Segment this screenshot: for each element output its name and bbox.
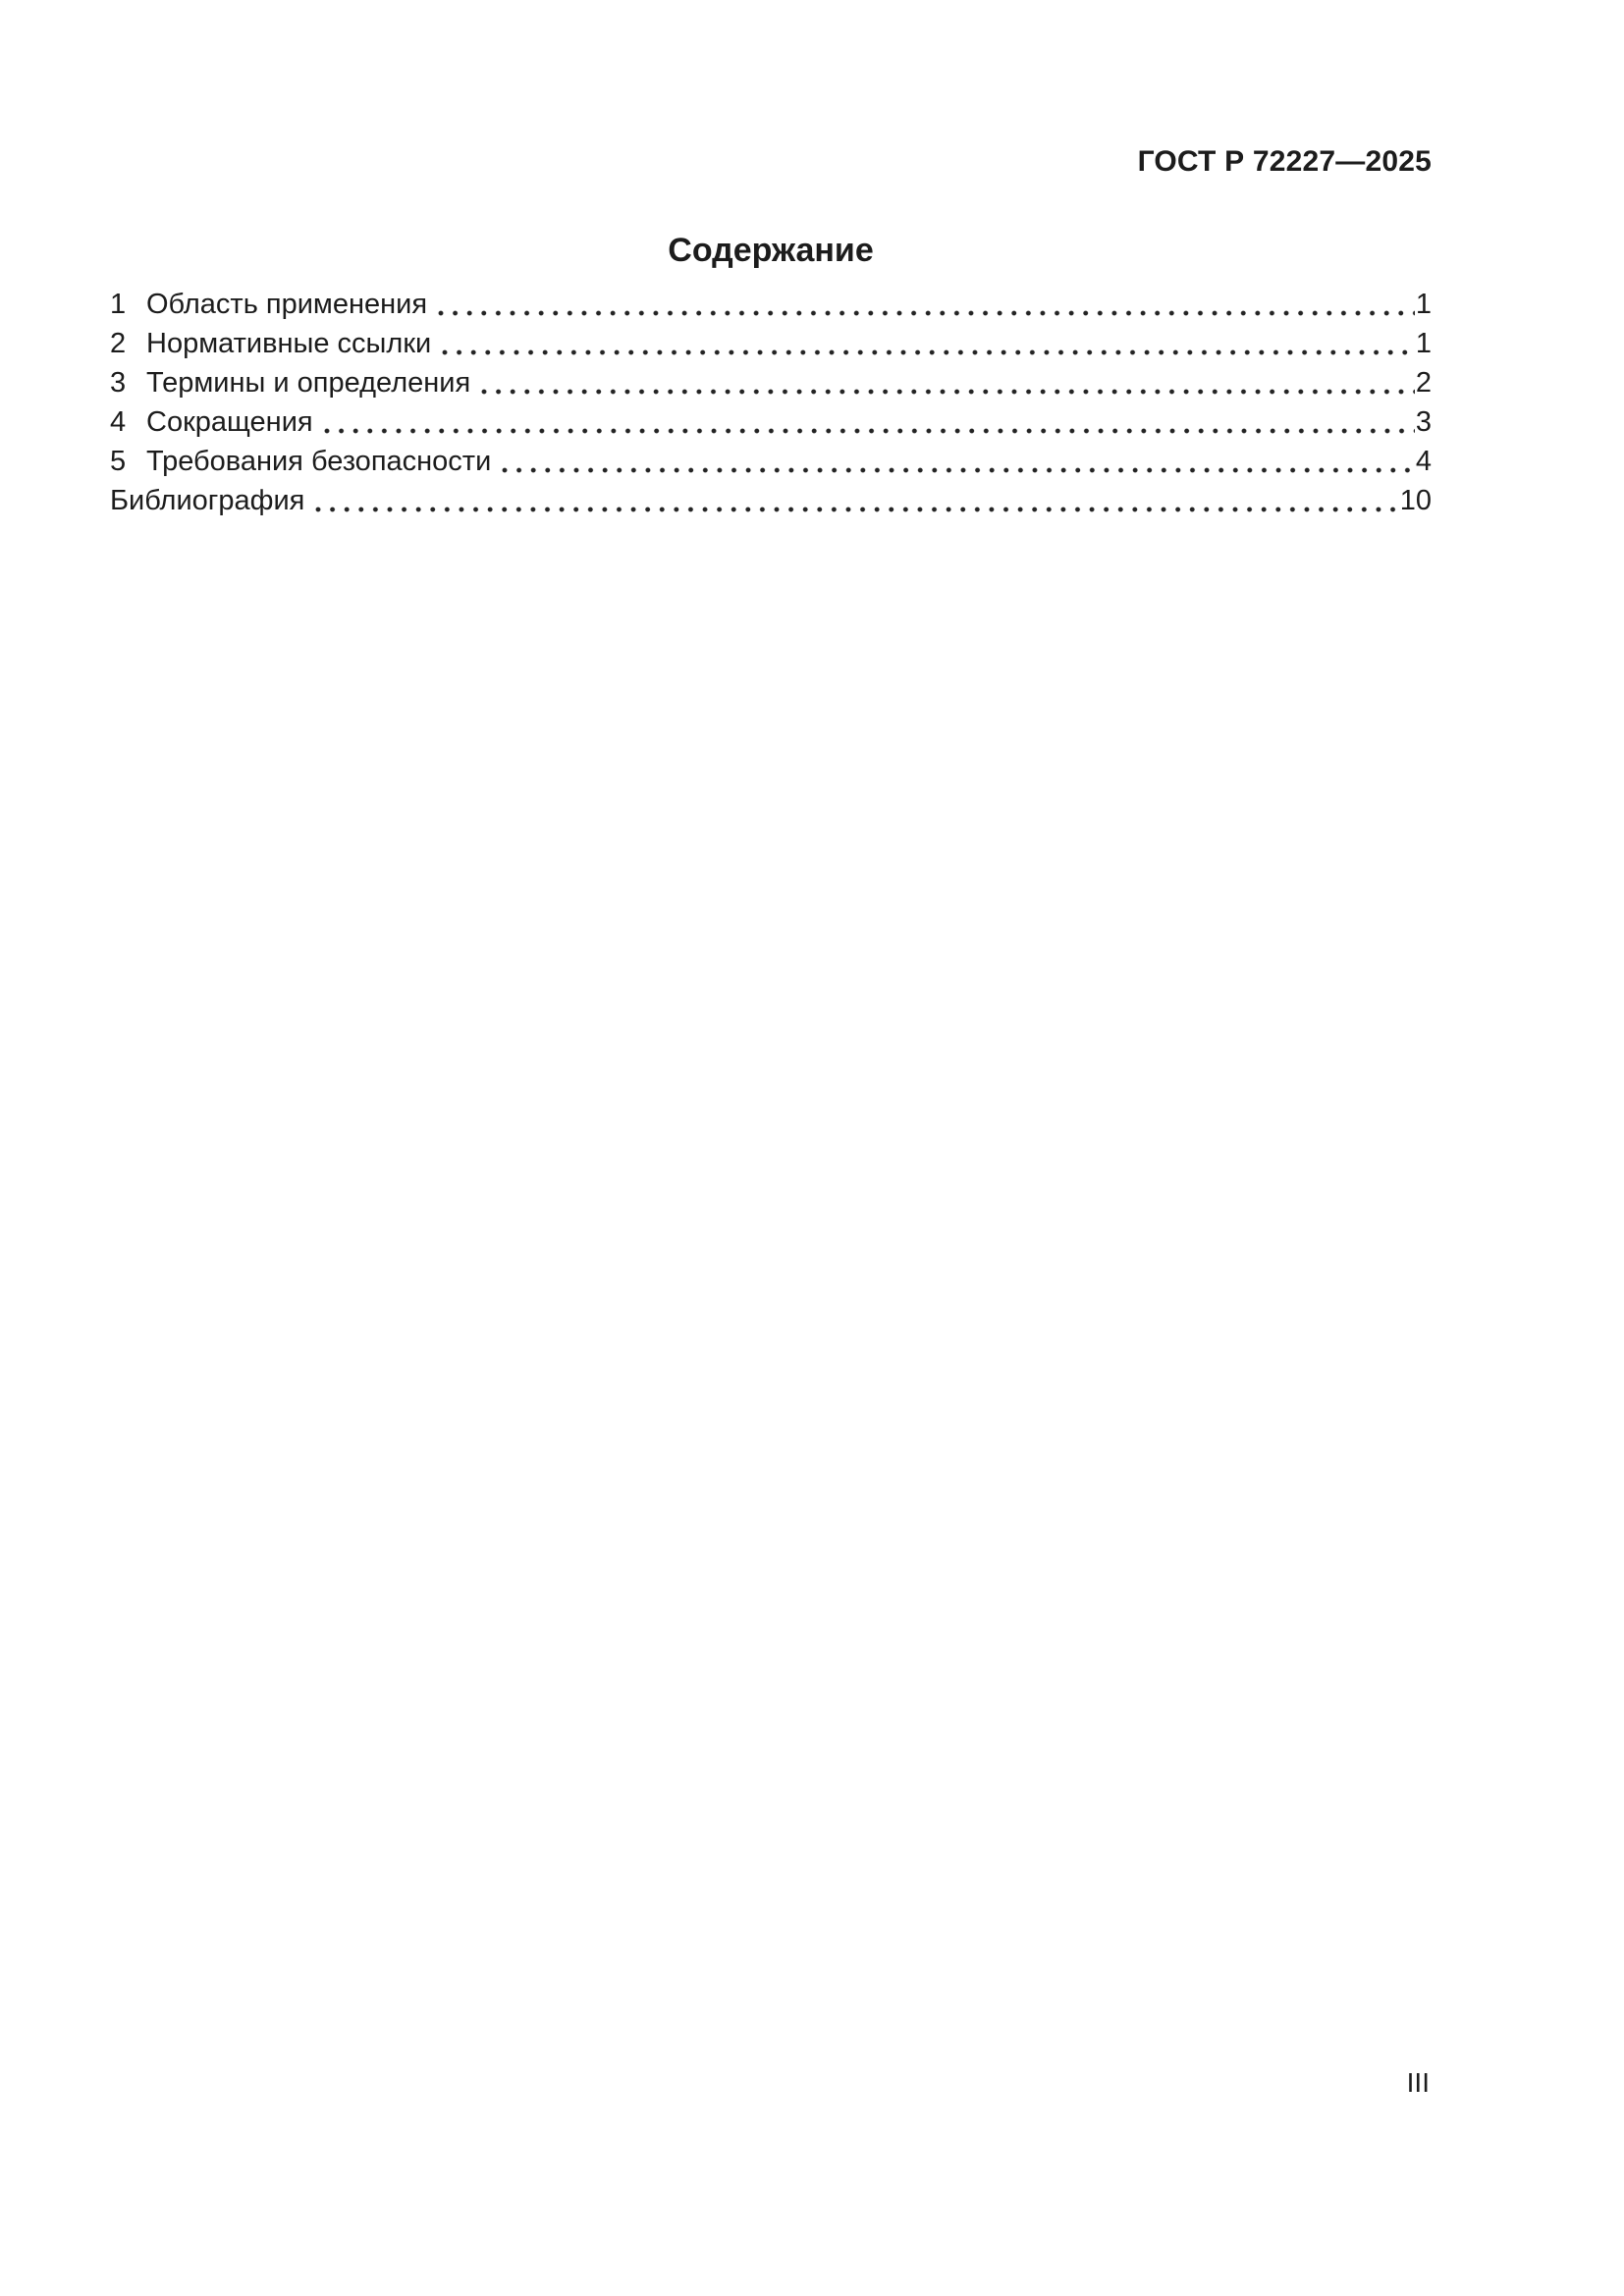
document-header (110, 145, 1432, 179)
toc-entry-number: 5 (110, 446, 127, 477)
dot-leader (477, 363, 1415, 402)
toc-entry-page: 1 (1415, 289, 1432, 320)
toc-entry (110, 402, 1432, 442)
standard-designation: ГОСТ Р 72227—2025 (1137, 145, 1432, 178)
dot-leader (311, 481, 1398, 520)
toc-entry-page: 4 (1415, 446, 1432, 477)
toc-entry (110, 285, 1432, 324)
dot-leader (498, 442, 1415, 481)
toc-entry-label: Термины и определения (146, 367, 471, 399)
toc-entry-page: 1 (1415, 328, 1432, 359)
toc-entry-label: Требования безопасности (146, 446, 492, 477)
toc-entry-page: 2 (1415, 367, 1432, 399)
toc-entry-page: 3 (1415, 406, 1432, 438)
toc-entry-label: Библиография (110, 485, 305, 516)
toc-entry (110, 324, 1432, 363)
toc-entry-label: Сокращения (146, 406, 313, 438)
dot-leader (320, 402, 1415, 442)
page-number: III (1406, 2067, 1430, 2098)
toc-entry-number: 2 (110, 328, 127, 359)
toc-entry-label: Нормативные ссылки (146, 328, 432, 359)
page-footer (110, 2067, 1430, 2099)
toc-entry (110, 481, 1432, 520)
dot-leader (434, 285, 1415, 324)
toc-entry (110, 363, 1432, 402)
toc-entry-number: 3 (110, 367, 127, 399)
toc-entry (110, 442, 1432, 481)
toc-entry-label: Область применения (146, 289, 428, 320)
dot-leader (438, 324, 1415, 363)
toc-entry-number: 1 (110, 289, 127, 320)
toc-entry-page: 10 (1399, 485, 1432, 516)
page-title: Содержание (668, 232, 874, 269)
toc-entry-number: 4 (110, 406, 127, 438)
table-of-contents (110, 285, 1432, 520)
